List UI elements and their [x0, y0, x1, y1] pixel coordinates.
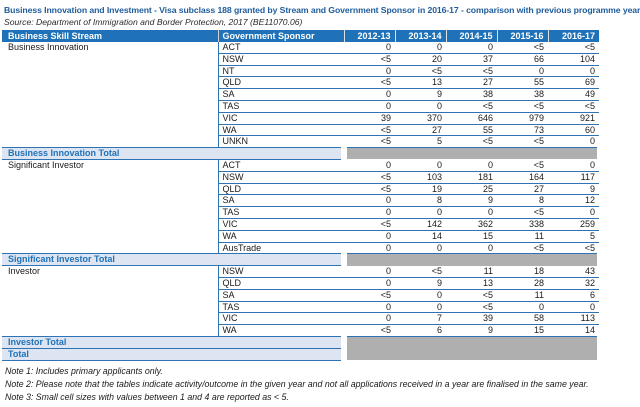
note-2: Note 2: Please note that the tables indicate activity/outcome in the given year and not all applications received in a year are finalised in the same year. — [5, 378, 589, 389]
value-cell: 7 — [395, 313, 446, 325]
notes-block — [2, 361, 638, 404]
value-cell: 0 — [395, 242, 446, 254]
value-cell: 39 — [446, 313, 497, 325]
value-cell: 60 — [548, 124, 599, 136]
value-cell: 0 — [344, 266, 395, 278]
value-cell: 19 — [395, 183, 446, 195]
grand-total-row — [2, 348, 599, 360]
value-cell: <5 — [344, 53, 395, 65]
stream-label: Business Innovation — [2, 42, 218, 148]
sponsor-cell: TAS — [218, 100, 344, 112]
sponsor-cell: QLD — [218, 183, 344, 195]
note-3: Note 3: Small cell sizes with values between 1 and 4 are reported as < 5. — [5, 391, 289, 402]
value-cell: 20 — [395, 53, 446, 65]
sponsor-cell: VIC — [218, 313, 344, 325]
section-total-row-label: Investor Total — [2, 336, 344, 348]
report-title: Business Innovation and Investment - Visa subclass 188 granted by Stream and Government Sponsor in 2016-17 - comparison with previous programme year — [4, 5, 640, 15]
sponsor-cell: WA — [218, 230, 344, 242]
value-cell: 58 — [497, 313, 548, 325]
value-cell: 38 — [446, 89, 497, 101]
note-1: Note 1: Includes primary applicants only. — [5, 365, 163, 376]
sponsor-cell: SA — [218, 289, 344, 301]
table-row — [2, 42, 599, 53]
value-cell: 38 — [497, 89, 548, 101]
value-cell: <5 — [446, 100, 497, 112]
value-cell: <5 — [344, 218, 395, 230]
value-cell: 8 — [395, 195, 446, 207]
value-cell: <5 — [344, 124, 395, 136]
value-cell: 0 — [446, 159, 497, 171]
value-cell: 69 — [548, 77, 599, 89]
value-cell: 0 — [395, 207, 446, 219]
value-cell: 0 — [344, 65, 395, 77]
section-total-row-label: Significant Investor Total — [2, 254, 344, 266]
value-cell: 0 — [344, 313, 395, 325]
value-cell: 0 — [548, 136, 599, 148]
stream-label: Investor — [2, 266, 218, 337]
value-cell: 0 — [344, 242, 395, 254]
value-cell: 164 — [497, 171, 548, 183]
value-cell: <5 — [497, 100, 548, 112]
value-cell: <5 — [548, 100, 599, 112]
value-cell: 0 — [497, 65, 548, 77]
value-cell: 0 — [395, 289, 446, 301]
sponsor-cell: ACT — [218, 42, 344, 53]
value-cell: 0 — [395, 100, 446, 112]
sponsor-cell: WA — [218, 325, 344, 337]
value-cell: 0 — [344, 159, 395, 171]
sponsor-cell: ACT — [218, 159, 344, 171]
value-cell: <5 — [497, 242, 548, 254]
value-cell: 0 — [344, 195, 395, 207]
grants-table — [2, 30, 602, 361]
value-cell: <5 — [344, 183, 395, 195]
value-cell: 55 — [497, 77, 548, 89]
value-cell: 11 — [446, 266, 497, 278]
value-cell: 15 — [497, 325, 548, 337]
value-cell: 0 — [344, 230, 395, 242]
value-cell: <5 — [497, 207, 548, 219]
value-cell: 9 — [446, 325, 497, 337]
value-cell: 32 — [548, 277, 599, 289]
sponsor-cell: NT — [218, 65, 344, 77]
section-total-row — [2, 336, 599, 348]
value-cell: <5 — [548, 242, 599, 254]
value-cell: 13 — [446, 277, 497, 289]
value-cell: 142 — [395, 218, 446, 230]
value-cell: 0 — [548, 65, 599, 77]
value-cell: 49 — [548, 89, 599, 101]
value-cell: 11 — [497, 230, 548, 242]
sponsor-cell: WA — [218, 124, 344, 136]
value-cell: <5 — [497, 42, 548, 53]
value-cell: 27 — [497, 183, 548, 195]
value-cell: 73 — [497, 124, 548, 136]
value-cell: 0 — [344, 42, 395, 53]
value-cell: 9 — [395, 89, 446, 101]
value-cell: 259 — [548, 218, 599, 230]
value-cell: 338 — [497, 218, 548, 230]
grand-total-row-label: Total — [2, 348, 344, 360]
sponsor-cell: TAS — [218, 207, 344, 219]
value-cell: 43 — [548, 266, 599, 278]
value-cell: 5 — [395, 136, 446, 148]
value-cell: <5 — [446, 301, 497, 313]
value-cell: 117 — [548, 171, 599, 183]
value-cell: 0 — [344, 207, 395, 219]
value-cell: <5 — [344, 171, 395, 183]
value-cell: 113 — [548, 313, 599, 325]
sponsor-cell: QLD — [218, 77, 344, 89]
value-cell: 0 — [395, 159, 446, 171]
value-cell: 66 — [497, 53, 548, 65]
value-cell: 0 — [497, 301, 548, 313]
value-cell: 104 — [548, 53, 599, 65]
col-header-business-skill-stream: Business Skill Stream — [2, 30, 218, 42]
value-cell: 921 — [548, 112, 599, 124]
value-cell: 0 — [344, 89, 395, 101]
value-cell: 0 — [548, 207, 599, 219]
value-cell: <5 — [344, 289, 395, 301]
section-total-row-suppressed-values — [344, 254, 599, 266]
value-cell: <5 — [395, 266, 446, 278]
sponsor-cell: NSW — [218, 171, 344, 183]
value-cell: 12 — [548, 195, 599, 207]
value-cell: 11 — [497, 289, 548, 301]
col-header-2015-16: 2015-16 — [497, 30, 548, 42]
value-cell: 0 — [395, 42, 446, 53]
grand-total-row-suppressed-values — [344, 348, 599, 360]
section-total-row — [2, 148, 599, 160]
value-cell: <5 — [344, 77, 395, 89]
value-cell: 27 — [446, 77, 497, 89]
sponsor-cell: UNKN — [218, 136, 344, 148]
value-cell: <5 — [446, 65, 497, 77]
value-cell: 0 — [446, 207, 497, 219]
value-cell: 14 — [395, 230, 446, 242]
value-cell: 28 — [497, 277, 548, 289]
value-cell: <5 — [497, 159, 548, 171]
table-body — [2, 42, 599, 360]
col-header-2012-13: 2012-13 — [344, 30, 395, 42]
value-cell: 0 — [446, 242, 497, 254]
value-cell: 39 — [344, 112, 395, 124]
value-cell: 37 — [446, 53, 497, 65]
value-cell: <5 — [446, 289, 497, 301]
table-row — [2, 159, 599, 171]
value-cell: 5 — [548, 230, 599, 242]
value-cell: 8 — [497, 195, 548, 207]
value-cell: 0 — [344, 277, 395, 289]
value-cell: <5 — [344, 136, 395, 148]
value-cell: 9 — [446, 195, 497, 207]
value-cell: 370 — [395, 112, 446, 124]
value-cell: 0 — [548, 301, 599, 313]
value-cell: 0 — [344, 301, 395, 313]
sponsor-cell: SA — [218, 195, 344, 207]
value-cell: <5 — [497, 136, 548, 148]
value-cell: 362 — [446, 218, 497, 230]
value-cell: 14 — [548, 325, 599, 337]
value-cell: 181 — [446, 171, 497, 183]
col-header-government-sponsor: Government Sponsor — [218, 30, 344, 42]
value-cell: 646 — [446, 112, 497, 124]
value-cell: 103 — [395, 171, 446, 183]
value-cell: 13 — [395, 77, 446, 89]
sponsor-cell: VIC — [218, 112, 344, 124]
value-cell: 0 — [395, 301, 446, 313]
sponsor-cell: AusTrade — [218, 242, 344, 254]
sponsor-cell: NSW — [218, 53, 344, 65]
value-cell: <5 — [548, 42, 599, 53]
value-cell: 18 — [497, 266, 548, 278]
section-total-row-label: Business Innovation Total — [2, 148, 344, 160]
col-header-2013-14: 2013-14 — [395, 30, 446, 42]
section-total-row — [2, 254, 599, 266]
section-total-row-suppressed-values — [344, 148, 599, 160]
value-cell: 55 — [446, 124, 497, 136]
sponsor-cell: SA — [218, 89, 344, 101]
value-cell: 27 — [395, 124, 446, 136]
value-cell: 6 — [548, 289, 599, 301]
value-cell: 979 — [497, 112, 548, 124]
value-cell: 9 — [548, 183, 599, 195]
sponsor-cell: NSW — [218, 266, 344, 278]
value-cell: 15 — [446, 230, 497, 242]
table-row — [2, 266, 599, 278]
col-header-2014-15: 2014-15 — [446, 30, 497, 42]
value-cell: <5 — [344, 325, 395, 337]
value-cell: 0 — [344, 100, 395, 112]
source-note: Source: Department of Immigration and Border Protection, 2017 (BE11070.06) — [4, 17, 303, 27]
value-cell: 6 — [395, 325, 446, 337]
value-cell: 9 — [395, 277, 446, 289]
col-header-2016-17: 2016-17 — [548, 30, 599, 42]
stream-label: Significant Investor — [2, 159, 218, 253]
value-cell: 25 — [446, 183, 497, 195]
value-cell: <5 — [395, 65, 446, 77]
section-total-row-suppressed-values — [344, 336, 599, 348]
sponsor-cell: QLD — [218, 277, 344, 289]
value-cell: 0 — [446, 42, 497, 53]
sponsor-cell: VIC — [218, 218, 344, 230]
table-header-row — [2, 30, 599, 42]
sponsor-cell: TAS — [218, 301, 344, 313]
value-cell: <5 — [446, 136, 497, 148]
value-cell: 0 — [548, 159, 599, 171]
